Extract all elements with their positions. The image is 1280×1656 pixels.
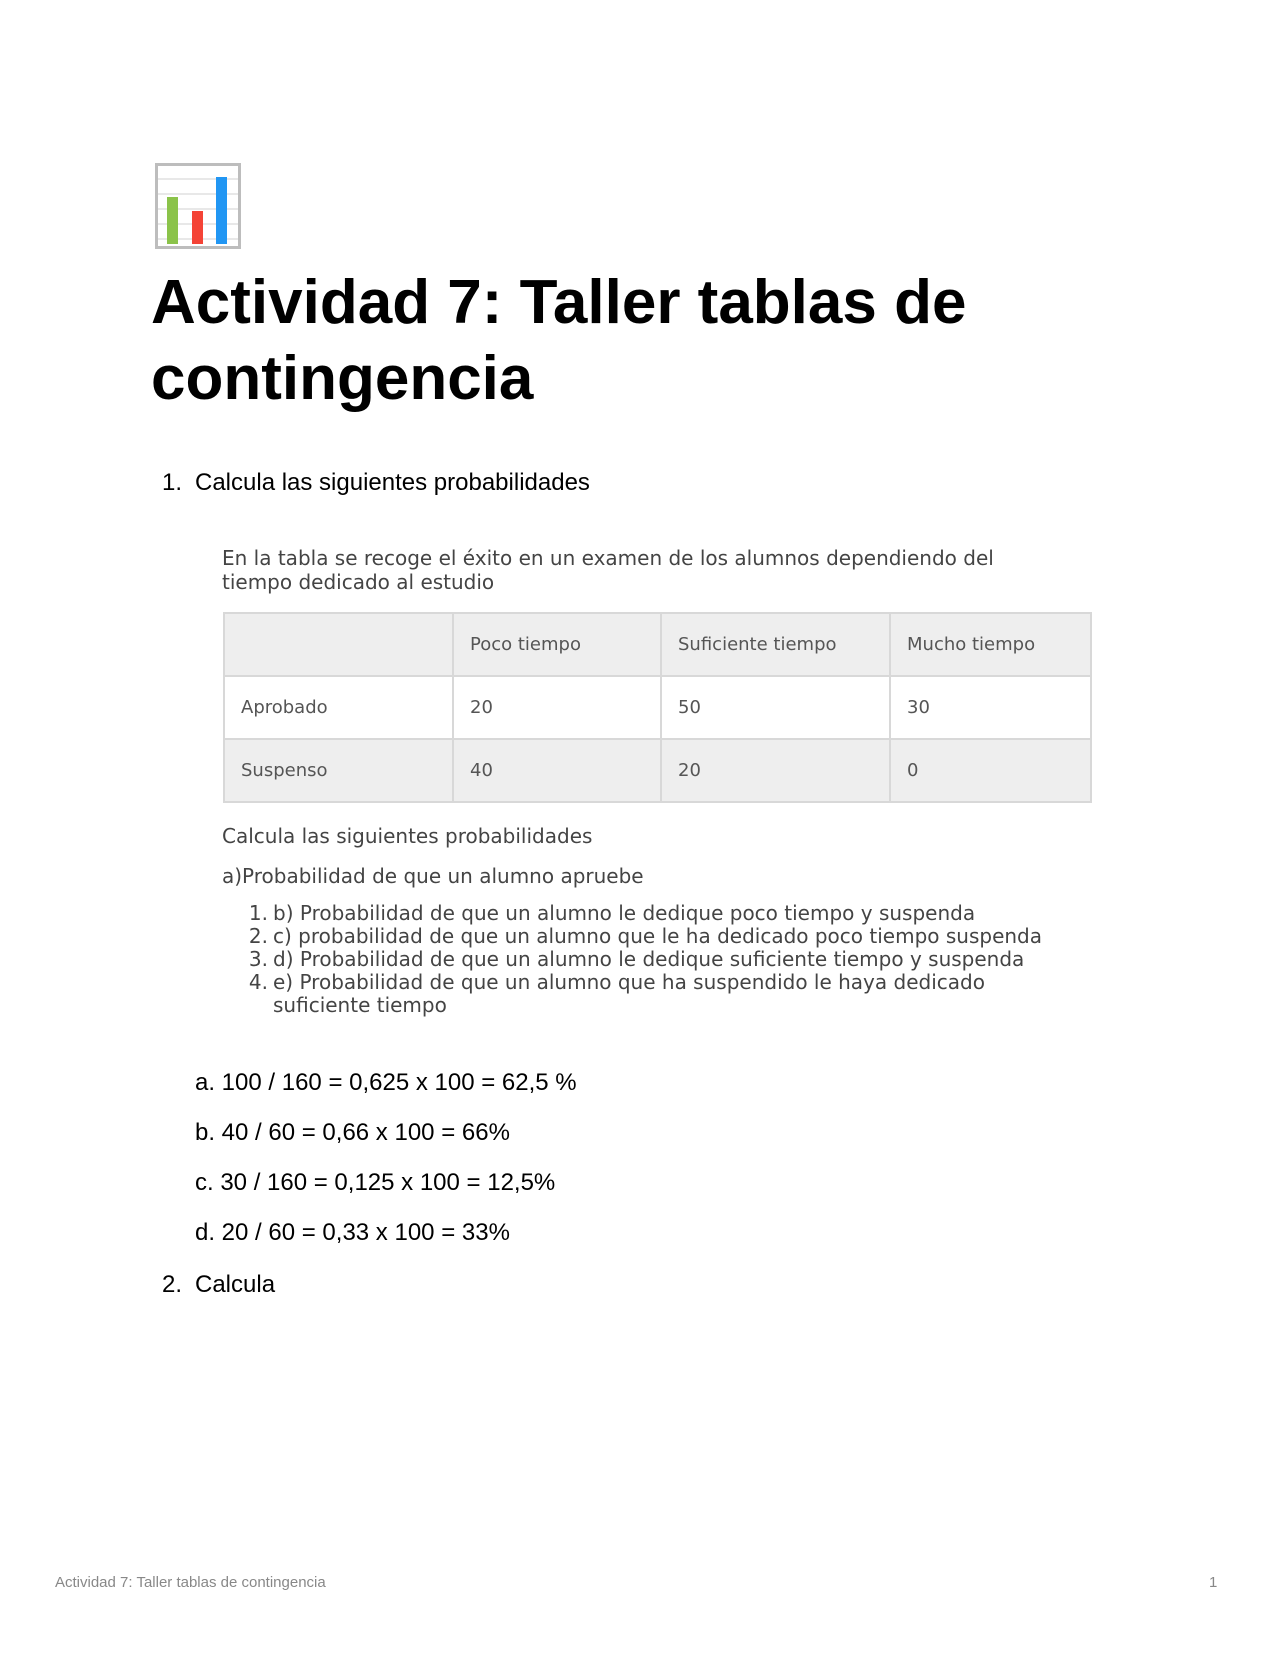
sub-question-list [222, 902, 1042, 1017]
answer-item: d. 20 / 60 = 0,33 x 100 = 33% [195, 1219, 510, 1246]
table-row [224, 739, 1091, 802]
embedded-exercise-image [222, 546, 1092, 1017]
question-a: a)Probabilidad de que un alumno apruebe [222, 864, 644, 888]
table-cell: 20 [453, 676, 661, 739]
table-cell: Suspenso [224, 739, 453, 802]
sub-question-text: d) Probabilidad de que un alumno le dedique suficiente tiempo y suspenda [273, 947, 1025, 971]
answer-item: c. 30 / 160 = 0,125 x 100 = 12,5% [195, 1169, 556, 1196]
list-item-2 [162, 1270, 275, 1300]
sub-question-item [222, 948, 1042, 971]
sub-question-number: 1. [248, 901, 268, 925]
table-header-row [224, 613, 1091, 676]
list-number: 1. [162, 469, 183, 496]
table-cell: Aprobado [224, 676, 453, 739]
sub-question-number: 2. [248, 924, 268, 948]
footer-title: Actividad 7: Taller tablas de contingencia [55, 1574, 326, 1591]
contingency-table [223, 612, 1092, 803]
table-header-cell: Poco tiempo [453, 613, 661, 676]
list-item-text: Calcula las siguientes probabilidades [195, 469, 590, 496]
sub-question-number: 3. [248, 947, 268, 971]
bar-chart-icon [155, 163, 241, 249]
page-title: Actividad 7: Taller tablas de contingencia [151, 268, 967, 413]
table-cell: 30 [890, 676, 1091, 739]
table-cell: 0 [890, 739, 1091, 802]
sub-question-text: c) probabilidad de que un alumno que le ha dedicado poco tiempo suspenda [273, 924, 1043, 948]
table-header-cell: Suficiente tiempo [661, 613, 890, 676]
answer-list [195, 1068, 577, 1268]
table-cell: 40 [453, 739, 661, 802]
answer-item: b. 40 / 60 = 0,66 x 100 = 66% [195, 1119, 510, 1146]
sub-question-text: e) Probabilidad de que un alumno que ha suspendido le haya dedicado suficiente tiempo [273, 970, 985, 1017]
list-number: 2. [162, 1271, 183, 1298]
sub-question-text: b) Probabilidad de que un alumno le dedique poco tiempo y suspenda [273, 901, 976, 925]
table-header-cell: Mucho tiempo [890, 613, 1091, 676]
table-cell: 50 [661, 676, 890, 739]
list-item-text: Calcula [195, 1271, 276, 1298]
footer-page-number: 1 [1209, 1574, 1218, 1591]
sub-question-item [222, 902, 1042, 925]
table-row [224, 676, 1091, 739]
answer-item: a. 100 / 160 = 0,625 x 100 = 62,5 % [195, 1069, 577, 1096]
list-item-1 [162, 468, 590, 498]
exercise-instruction: Calcula las siguientes probabilidades [222, 824, 593, 848]
table-header-cell [224, 613, 453, 676]
sub-question-number: 4. [248, 970, 268, 994]
exercise-intro: En la tabla se recoge el éxito en un examen de los alumnos dependiendo del tiempo dedicado al estudio [222, 546, 994, 594]
sub-question-item [222, 971, 1042, 1017]
sub-question-item [222, 925, 1042, 948]
table-cell: 20 [661, 739, 890, 802]
